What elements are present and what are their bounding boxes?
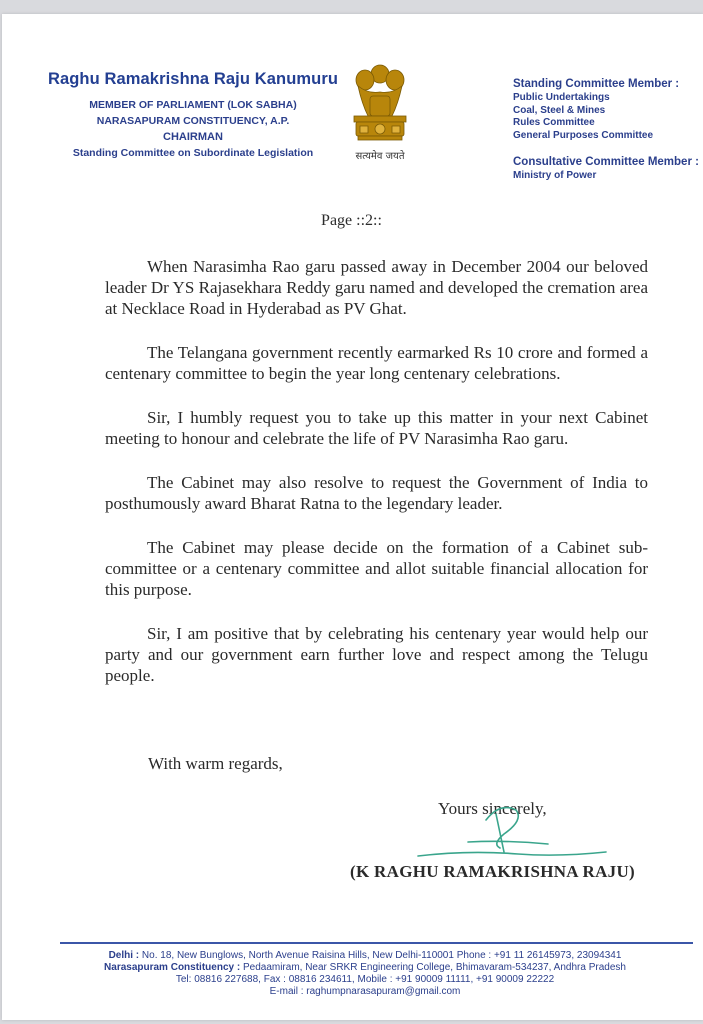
constituency-label: Narasapuram Constituency : [104, 962, 241, 973]
valediction: Yours sincerely, [438, 799, 547, 818]
letterhead-right [513, 78, 703, 183]
standing-item: Coal, Steel & Mines [513, 104, 606, 116]
standing-item: General Purposes Committee [513, 129, 654, 141]
standing-item: Rules Committee [513, 117, 595, 128]
standing-item: Public Undertakings [513, 92, 610, 103]
handwritten-signature [408, 790, 618, 870]
paragraph: Sir, I humbly request you to take up this matter in your next Cabinet meeting to honour and celebrate the life of PV Narasimha Rao garu. [105, 408, 648, 448]
letter-body [105, 256, 648, 709]
delhi-address-line [40, 950, 690, 962]
state-emblem [342, 60, 418, 170]
constituency-address: Pedaamiram, Near SRKR Engineering College, Bhimavaram-534237, Andhra Pradesh [242, 962, 626, 973]
member-title: MEMBER OF PARLIAMENT (LOK SABHA) [89, 99, 297, 111]
consultative-committee-title: Consultative Committee Member : [513, 156, 699, 168]
footer-divider [60, 942, 693, 944]
paragraph: The Cabinet may also resolve to request the Government of India to posthumously award Bharat Ratna to the legendary leader. [105, 473, 648, 513]
paragraph: Sir, I am positive that by celebrating his centenary year would help our party and our government earn further love and respect among the Telugu people. [105, 624, 648, 685]
paragraph: The Telangana government recently earmarked Rs 10 crore and formed a centenary committee to begin the year long centenary celebrations. [105, 343, 648, 383]
chairman-line: CHAIRMAN [163, 131, 223, 143]
consultative-item: Ministry of Power [513, 170, 597, 181]
constituency-address-line [40, 962, 690, 974]
paragraph: When Narasimha Rao garu passed away in December 2004 our beloved leader Dr YS Rajasekhara Reddy garu named and developed the cremation area at Necklace Road in Hyderabad as PV Ghat. [105, 257, 648, 318]
delhi-label: Delhi : [108, 950, 140, 961]
phone-line: Tel: 08816 227688, Fax : 08816 234611, Mobile : +91 90009 11111, +91 90009 22222 [175, 974, 555, 985]
member-name: Raghu Ramakrishna Raju Kanumuru [47, 70, 339, 88]
constituency-line: NARASAPURAM CONSTITUENCY, A.P. [96, 115, 290, 127]
committee-line: Standing Committee on Subordinate Legislation [72, 147, 314, 159]
standing-committee-title: Standing Committee Member : [513, 78, 680, 90]
signatory-name: (K RAGHU RAMAKRISHNA RAJU) [350, 862, 635, 881]
delhi-address: No. 18, New Bunglows, North Avenue Raisina Hills, New Delhi-110001 Phone : +91 11 26145973, 23094341 [141, 950, 622, 961]
letterhead-left [44, 70, 342, 161]
lion-capital-icon [348, 60, 412, 150]
paragraph: The Cabinet may please decide on the formation of a Cabinet sub-committee or a centenary committee and allot suitable financial allocation for this purpose. [105, 538, 648, 599]
letterhead-footer [40, 950, 690, 998]
emblem-motto: सत्यमेव जयते [355, 151, 405, 162]
page-number: Page ::2:: [321, 212, 382, 229]
closing-greeting: With warm regards, [148, 754, 283, 773]
email-line: E-mail : raghumpnarasapuram@gmail.com [269, 986, 461, 997]
